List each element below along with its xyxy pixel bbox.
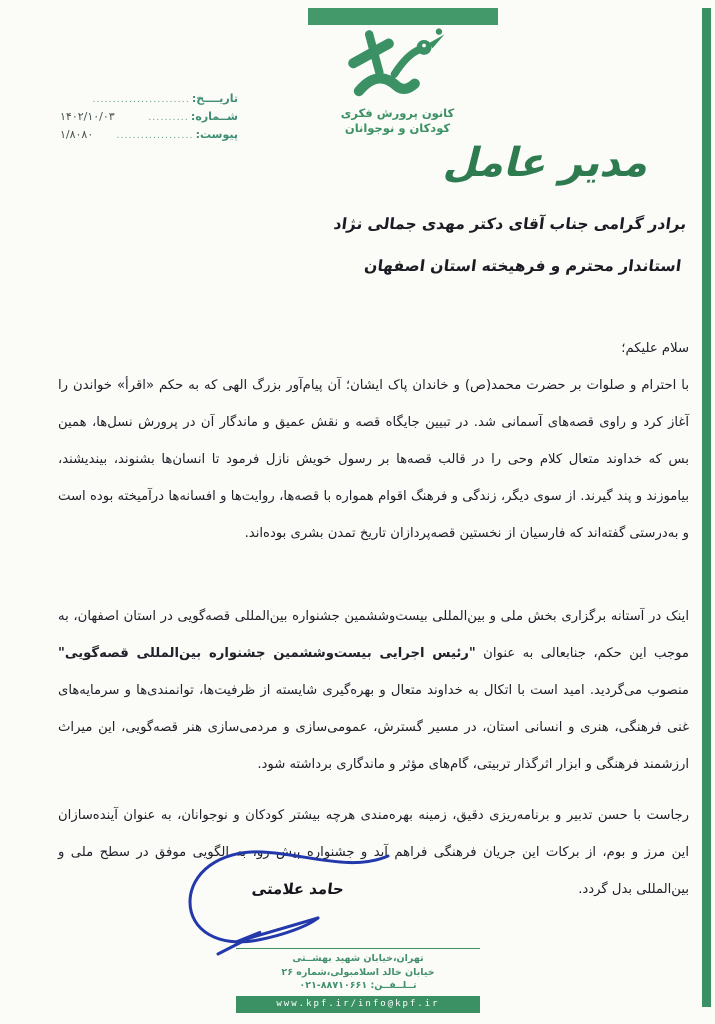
attachment-dots: ...................: [116, 131, 194, 141]
paragraph-2: [58, 598, 689, 783]
paragraph-1: با احترام و صلوات بر حضرت محمد(ص) و خاندان پاک ایشان؛ آن پیام‌آور بزرگ الهی که به حکم «اقرأ» خواندن را آغاز کرد و راوی قصه‌های آسمانی شد. در تبیین جایگاه قصه و نقش عمیق و ماندگار آن در پرورش نسل‌ها، همین بس که خداوند متعال کلام وحی را در قالب قصه‌ها بر رسول خویش نازل فرمود تا انسان‌ها بشنوند، بیندیشند، بیاموزند و پند گیرند. از سوی دیگر، زندگی و فرهنگ اقوام همواره با قصه‌ها، روایت‌ها و افسانه‌ها درآمیخته بوده است و به‌درستی گفته‌اند که فارسیان از نخستین قصه‌پردازان تاریخ تمدن بشری بوده‌اند.: [58, 378, 689, 541]
signature-name: حامد علامتی: [250, 880, 345, 898]
footer-phone-value: ۰۲۱-۸۸۷۱۰۶۶۱: [299, 980, 368, 991]
recipient-line-2: استاندار محترم و فرهیخته استان اصفهان: [363, 257, 683, 275]
meta-fields-block: [60, 92, 238, 146]
kanoon-logo: [310, 26, 485, 136]
footer-web-bar: www.kpf.ir/info@kpf.ir: [236, 996, 480, 1013]
number-label: شــماره:: [190, 110, 238, 123]
recipient-line-1: برادر گرامی جناب آقای دکتر مهدی جمالی نژاد: [333, 215, 688, 233]
attachment-row: [60, 128, 238, 141]
footer-phone-label: تــلــفــن:: [370, 980, 417, 991]
number-dots: ..........: [148, 113, 189, 123]
top-green-bar: [308, 8, 498, 25]
letter-title-managing-director: مدیر عامل: [440, 140, 657, 186]
attachment-label: پیوست:: [195, 128, 238, 141]
org-name-line1: کانون پرورش فکری: [340, 106, 455, 120]
appointment-title-bold: "رئیس اجرایی بیست‌وششمین جشنواره بین‌المللی قصه‌گویی": [58, 646, 476, 661]
signature-block: [166, 826, 404, 958]
paragraph-3: رجاست با حسن تدبیر و برنامه‌ریزی دقیق، زمینه بهره‌مندی هرچه بیشتر کودکان و نوجوانان، به عنوان آینده‌سازان این مرز و بوم، از برکات این جریان فرهنگی فراهم آید و جشنواره پیش رو، به الگویی موفق در سطح ملی و بین‌المللی بدل گردد.: [58, 808, 689, 897]
attachment-value: ۱/۸۰۸۰: [60, 128, 94, 141]
paragraph-2-before: اینک در آستانه برگزاری بخش ملی و بین‌المللی بیست‌وششمین جشنواره بین‌المللی قصه‌گویی در استان اصفهان، به موجب این حکم، جنابعالی به عنوان: [58, 609, 689, 661]
right-green-strip: [702, 8, 711, 1007]
kanoon-bird-icon: [342, 26, 454, 106]
letter-body: [58, 330, 689, 908]
footer-address-line1: تهران،خیابان شهید بهشــتی: [292, 953, 424, 964]
number-value: ۱۴۰۲/۱۰/۰۳: [60, 110, 115, 123]
date-label: تاریــــخ:: [191, 92, 238, 105]
footer-divider: [236, 948, 480, 949]
date-row: [60, 92, 238, 105]
salutation: سلام علیکم؛: [621, 341, 689, 356]
footer-phone-line: [236, 979, 480, 993]
recipient-block: [325, 214, 688, 298]
paragraph-2-after: منصوب می‌گردید. امید است با اتکال به خداوند متعال و بهره‌گیری شایسته از ظرفیت‌ها، توانمندی‌ها و سرمایه‌های غنی فرهنگی، هنری و انسانی استان، در مسیر گسترش، عمومی‌سازی و مردمی‌سازی هنر قصه‌گویی، این میراث ارزشمند فرهنگی و ابزار اثرگذار تربیتی، گام‌های مؤثر و ماندگاری برداشته شود.: [58, 683, 689, 772]
org-name-line2: کودکان و نوجوانان: [344, 121, 451, 135]
footer-address-line2: خیابان خالد اسلامبولی،شماره ۲۶: [281, 966, 435, 978]
number-row: [60, 110, 238, 123]
footer-block: [236, 948, 480, 1013]
date-dots: ........................: [92, 95, 190, 105]
